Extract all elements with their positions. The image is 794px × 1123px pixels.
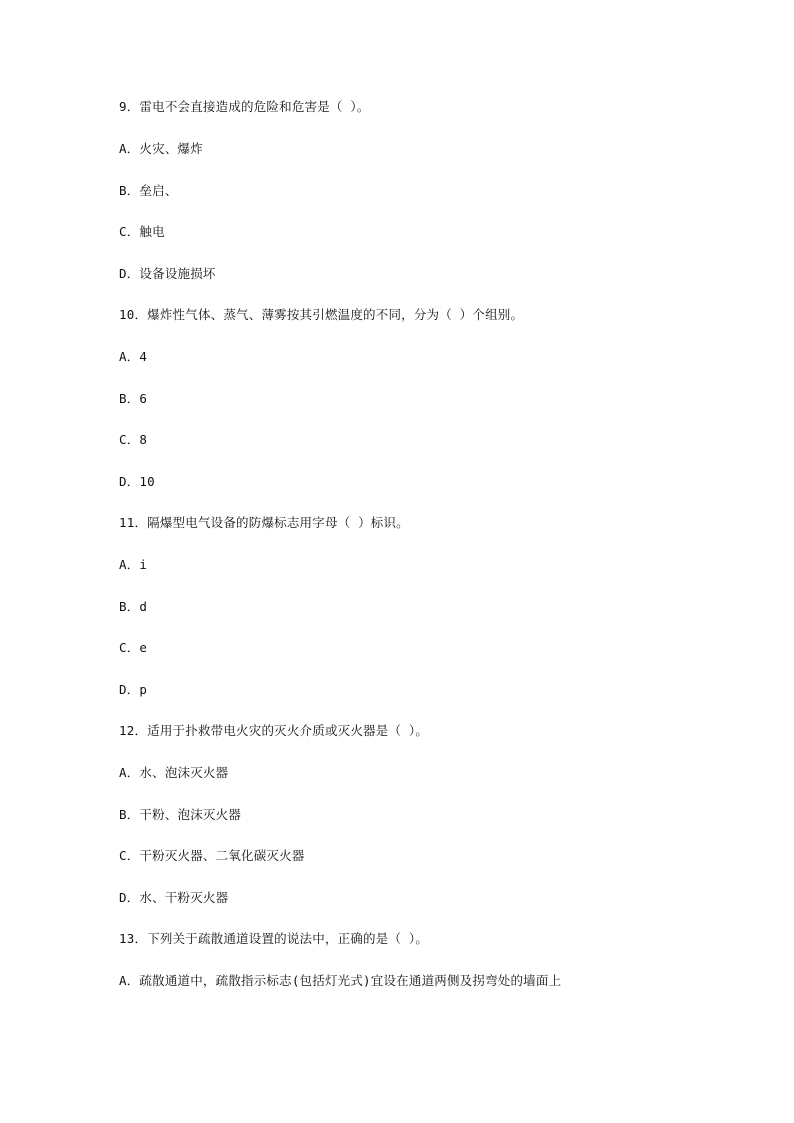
question-9-option-a: A．火灾、爆炸 — [119, 141, 203, 156]
question-11-option-d: D．p — [119, 682, 148, 697]
question-13-stem: 13．下列关于疏散通道设置的说法中，正确的是（ ）。 — [119, 931, 429, 946]
question-11-option-c: C．e — [119, 640, 148, 655]
question-10-stem: 10．爆炸性气体、蒸气、薄雾按其引燃温度的不同，分为（ ）个组别。 — [119, 307, 524, 322]
question-12-option-b: B．干粉、泡沫灭火器 — [119, 807, 242, 822]
question-13-option-a: A．疏散通道中，疏散指示标志(包括灯光式)宜设在通道两侧及拐弯处的墙面上 — [119, 973, 562, 988]
question-11-option-a: A．i — [119, 557, 148, 572]
question-10-option-d: D．10 — [119, 474, 155, 489]
question-11-stem: 11．隔爆型电气设备的防爆标志用字母（ ）标识。 — [119, 515, 409, 530]
question-10-option-a: A．4 — [119, 349, 148, 364]
question-10-option-c: C．8 — [119, 432, 148, 447]
question-9-option-d: D．设备设施损坏 — [119, 266, 216, 281]
question-11-option-b: B．d — [119, 599, 148, 614]
question-9-stem: 9．雷电不会直接造成的危险和危害是（ ）。 — [119, 99, 370, 114]
question-12-option-d: D．水、干粉灭火器 — [119, 890, 229, 905]
question-10-option-b: B．6 — [119, 391, 148, 406]
question-9-option-b: B．垒启、 — [119, 183, 178, 198]
question-9-option-c: C．触电 — [119, 224, 165, 239]
question-12-stem: 12．适用于扑救带电火灾的灭火介质或灭火器是（ ）。 — [119, 723, 429, 738]
question-12-option-a: A．水、泡沫灭火器 — [119, 765, 229, 780]
question-12-option-c: C．干粉灭火器、二氧化碳灭火器 — [119, 848, 305, 863]
